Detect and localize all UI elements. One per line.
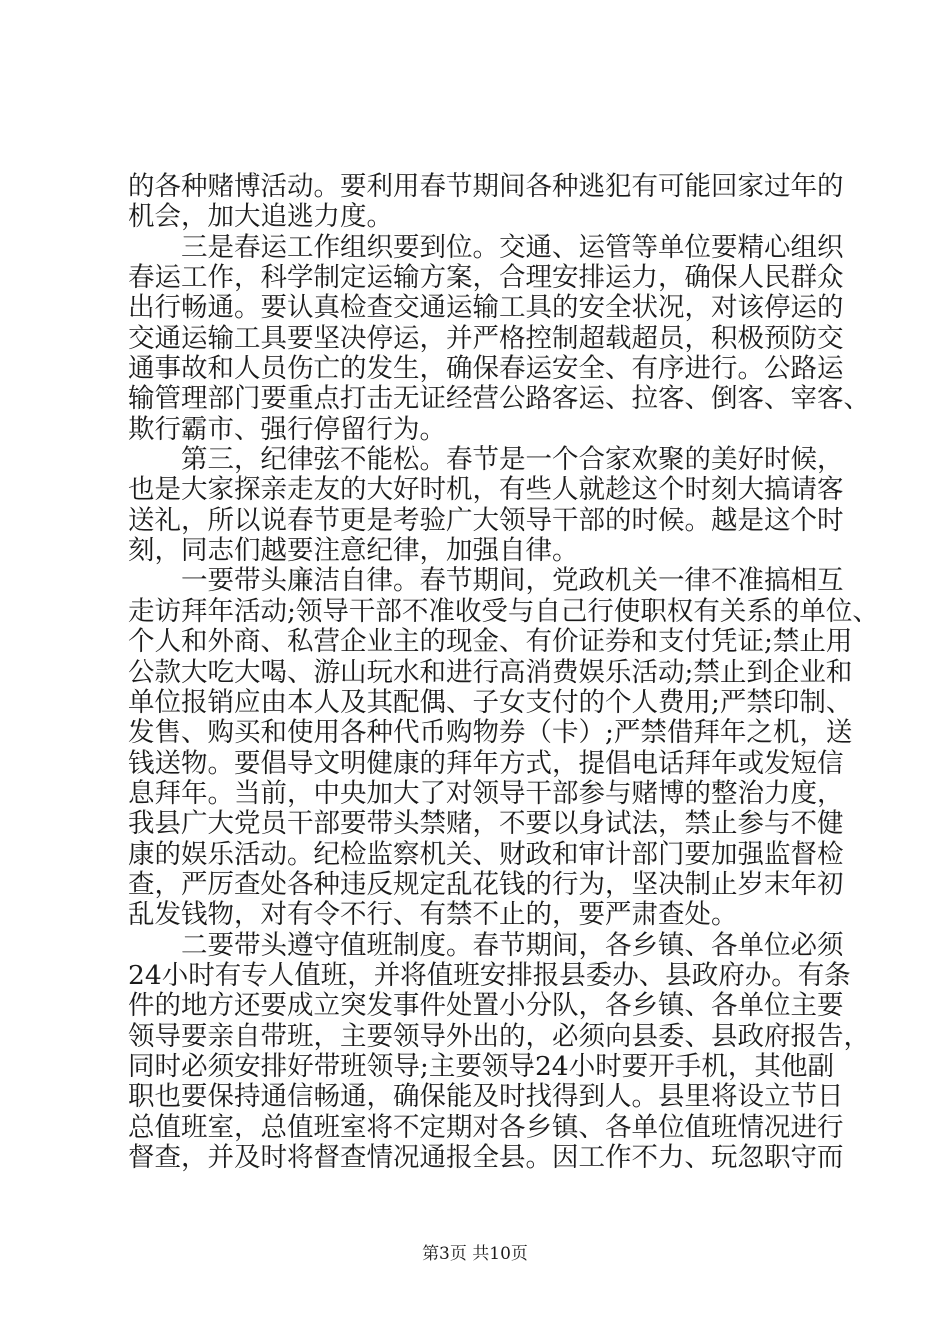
text-line: 单位报销应由本人及其配偶、子女支付的个人费用;严禁印制、 <box>128 686 853 718</box>
text-line: 也是大家探亲走友的大好时机，有些人就趁这个时刻大搞请客 <box>128 474 844 506</box>
text-line: 我县广大党员干部要带头禁赌，不要以身试法，禁止参与不健 <box>128 808 844 840</box>
text-line: 刻，同志们越要注意纪律，加强自律。 <box>128 535 579 567</box>
text-line: 发售、购买和使用各种代币购物券（卡）;严禁借拜年之机，送 <box>128 717 853 749</box>
text-line: 息拜年。当前，中央加大了对领导干部参与赌博的整治力度， <box>128 777 844 809</box>
text-line: 三是春运工作组织要到位。交通、运管等单位要精心组织 <box>181 231 844 263</box>
text-line: 公款大吃大喝、游山玩水和进行高消费娱乐活动;禁止到企业和 <box>128 656 853 688</box>
text-line: 欺行霸市、强行停留行为。 <box>128 413 446 445</box>
text-line: 乱发钱物，对有令不行、有禁不止的，要严肃查处。 <box>128 899 738 931</box>
text-line: 件的地方还要成立突发事件处置小分队，各乡镇、各单位主要 <box>128 990 844 1022</box>
text-line: 督查，并及时将督查情况通报全县。因工作不力、玩忽职守而 <box>128 1142 844 1173</box>
document-body <box>128 171 879 1173</box>
text-line: 机会，加大追逃力度。 <box>128 201 393 233</box>
text-line: 的各种赌博活动。要利用春节期间各种逃犯有可能回家过年的 <box>128 171 844 202</box>
text-line: 个人和外商、私营企业主的现金、有价证券和支付凭证;禁止用 <box>128 626 853 658</box>
text-line: 查，严厉查处各种违反规定乱花钱的行为，坚决制止岁末年初 <box>128 868 844 900</box>
text-line: 交通运输工具要坚决停运，并严格控制超载超员，积极预防交 <box>128 322 844 354</box>
text-line: 送礼，所以说春节更是考验广大领导干部的时候。越是这个时 <box>128 504 844 536</box>
text-line: 同时必须安排好带班领导;主要领导24小时要开手机，其他副 <box>128 1050 834 1082</box>
text-line: 职也要保持通信畅通，确保能及时找得到人。县里将设立节日 <box>128 1081 844 1113</box>
text-line: 钱送物。要倡导文明健康的拜年方式，提倡电话拜年或发短信 <box>128 747 844 779</box>
text-line: 输管理部门要重点打击无证经营公路客运、拉客、倒客、宰客、 <box>128 383 870 415</box>
text-line: 春运工作，科学制定运输方案，合理安排运力，确保人民群众 <box>128 262 844 294</box>
text-line: 领导要亲自带班，主要领导外出的，必须向县委、县政府报告， <box>128 1020 870 1052</box>
text-line: 总值班室，总值班室将不定期对各乡镇、各单位值班情况进行 <box>128 1111 844 1143</box>
page-footer: 第3页 共10页 <box>422 1244 528 1264</box>
text-line: 康的娱乐活动。纪检监察机关、财政和审计部门要加强监督检 <box>128 838 844 870</box>
text-line: 二要带头遵守值班制度。春节期间，各乡镇、各单位必须 <box>181 929 844 961</box>
text-line: 通事故和人员伤亡的发生，确保春运安全、有序进行。公路运 <box>128 353 844 385</box>
text-line: 走访拜年活动;领导干部不准收受与自己行使职权有关系的单位、 <box>128 595 879 627</box>
text-line: 一要带头廉洁自律。春节期间，党政机关一律不准搞相互 <box>181 565 844 597</box>
text-line: 出行畅通。要认真检查交通运输工具的安全状况，对该停运的 <box>128 292 844 324</box>
text-line: 24小时有专人值班，并将值班安排报县委办、县政府办。有条 <box>128 959 851 991</box>
text-line: 第三，纪律弦不能松。春节是一个合家欢聚的美好时候， <box>181 444 844 476</box>
